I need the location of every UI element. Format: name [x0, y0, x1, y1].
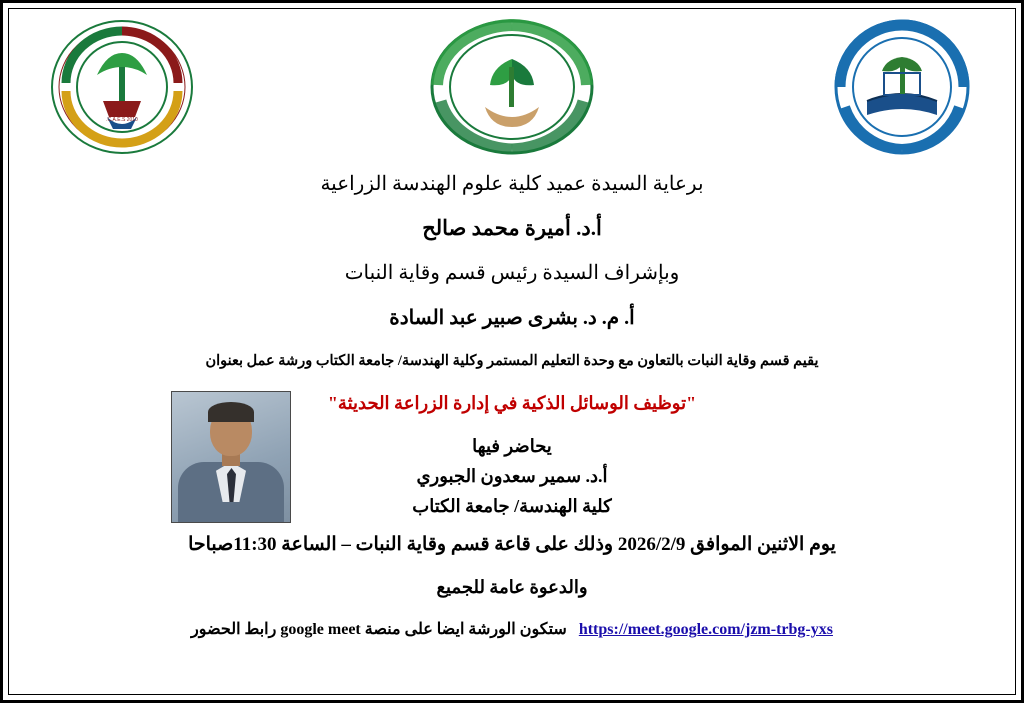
lecturer-name: أ.د. سمير سعدون الجبوري — [416, 465, 608, 486]
logos-row — [9, 9, 1015, 164]
college-of-agricultural-engineering-sciences-seal — [47, 17, 197, 162]
svg-text:2010 C.A.E.S.: 2010 C.A.E.S. — [106, 117, 138, 123]
google-meet-line — [9, 618, 1015, 641]
lecturer-affiliation: كلية الهندسة/ جامعة الكتاب — [412, 495, 612, 516]
datetime-venue-line: يوم الاثنين الموافق 2026/2/9 وذلك على قاعة قسم وقاية النبات – الساعة 11:30صباحا — [188, 533, 836, 555]
google-meet-link[interactable]: https://meet.google.com/jzm-trbg-yxs — [578, 621, 833, 639]
continuing-education-unit-seal — [827, 17, 977, 162]
poster-inner-frame — [8, 8, 1016, 695]
patron-intro-line: برعاية السيدة عميد كلية علوم الهندسة الزراعية — [320, 173, 704, 195]
supervisor-name-line: أ. م. د. بشرى صبير عبد السادة — [389, 307, 635, 330]
plant-protection-department-seal — [425, 15, 600, 165]
dean-name-line: أ.د. أميرة محمد صالح — [422, 216, 602, 240]
supervisor-intro-line: وبإشراف السيدة رئيس قسم وقاية النبات — [344, 262, 680, 285]
workshop-title: "توظيف الوسائل الذكية في إدارة الزراعة الحديثة" — [327, 393, 697, 414]
announcement-text — [9, 170, 1015, 642]
organizer-line: يقيم قسم وقاية النبات بالتعاون مع وحدة التعليم المستمر وكلية الهندسة/ جامعة الكتاب ورشة عمل بعنوان — [205, 353, 819, 370]
general-invitation-line: والدعوة عامة للجميع — [436, 577, 588, 598]
google-meet-text: ستكون الورشة ايضا على منصة google meet رابط الحضور — [191, 621, 567, 639]
lecturer-label: يحاضر فيها — [472, 435, 552, 456]
svg-text:1952 C.A.: 1952 C.A. — [109, 109, 135, 115]
